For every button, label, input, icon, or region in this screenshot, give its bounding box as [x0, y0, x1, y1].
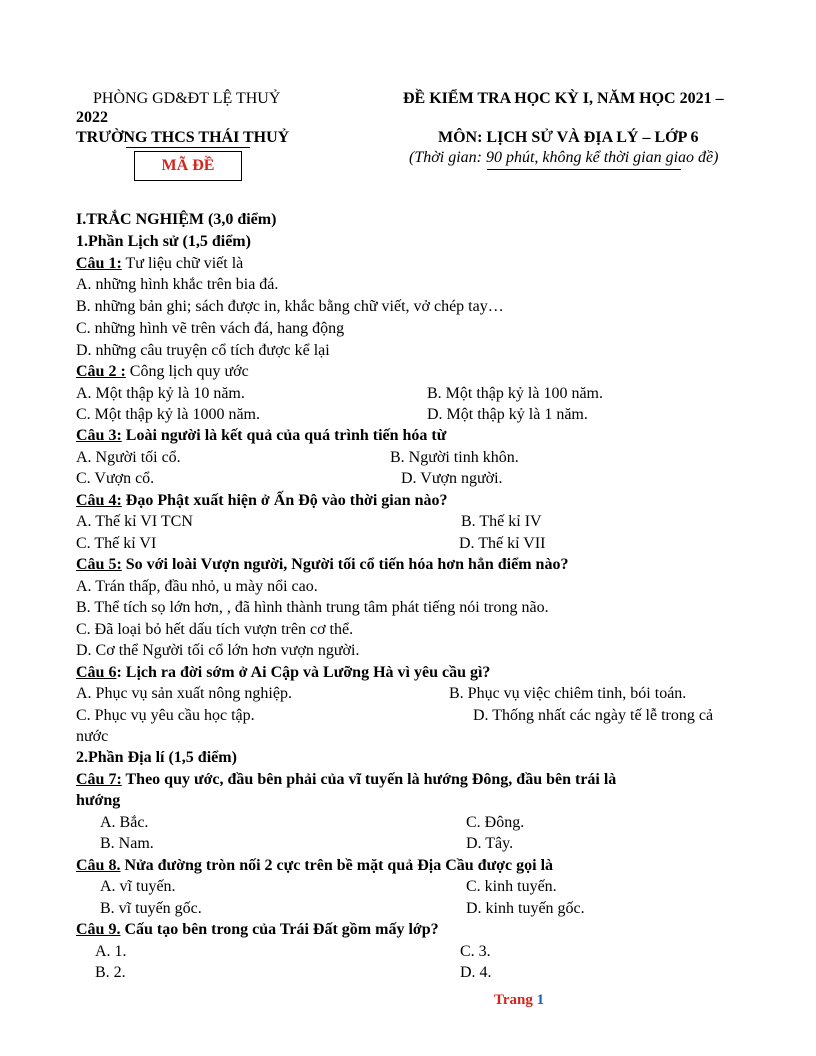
school-underline	[126, 147, 250, 148]
question-5-option-c: C. Đã loại bỏ hết dấu tích vượn trên cơ thể.	[76, 621, 354, 638]
question-4-option-a: A. Thế kỉ VI TCN	[76, 513, 193, 530]
question-4-text: Đạo Phật xuất hiện ở Ấn Độ vào thời gian nào?	[121, 492, 448, 509]
question-9-label: Câu 9.	[76, 921, 121, 938]
question-7-option-b: B. Nam.	[100, 835, 154, 852]
question-2-option-c: C. Một thập kỷ là 1000 năm.	[76, 406, 260, 423]
question-9-text: Cấu tạo bên trong của Trái Đất gồm mấy lớp?	[120, 921, 439, 938]
question-3-label: Câu 3:	[76, 427, 122, 444]
question-8-option-d: D. kinh tuyến gốc.	[466, 900, 585, 917]
question-9-option-b: B. 2.	[95, 964, 126, 981]
question-7-label: Câu 7:	[76, 771, 122, 788]
question-5	[76, 556, 568, 574]
question-7-text: Theo quy ước, đầu bên phải của vĩ tuyến là hướng Đông, đầu bên trái là	[121, 771, 617, 788]
question-6-option-a: A. Phục vụ sản xuất nông nghiệp.	[76, 685, 292, 702]
question-1-option-a: A. những hình khắc trên bia đá.	[76, 276, 279, 293]
question-7-option-d: D. Tây.	[466, 835, 514, 852]
question-2-option-b: B. Một thập kỷ là 100 năm.	[427, 385, 603, 402]
time-note-underline	[487, 169, 681, 170]
part1-title: 1.Phần Lịch sử (1,5 điểm)	[76, 233, 251, 250]
page-number: 1	[536, 992, 545, 1008]
school-name: TRƯỜNG THCS THÁI THUỶ	[76, 129, 290, 146]
question-5-option-d: D. Cơ thể Người tối cổ lớn hơn vượn người.	[76, 642, 360, 659]
question-5-option-a: A. Trán thấp, đầu nhỏ, u mày nổi cao.	[76, 578, 318, 595]
page-footer	[494, 991, 544, 1009]
department-name: PHÒNG GD&ĐT LỆ THUỶ	[93, 90, 281, 107]
question-8-option-a: A. vĩ tuyến.	[100, 878, 176, 895]
section-title: I.TRẮC NGHIỆM (3,0 điểm)	[76, 211, 277, 228]
question-3-option-d: D. Vượn người.	[401, 470, 503, 487]
question-3-option-a: A. Người tối cổ.	[76, 449, 181, 466]
question-7-text-tail: hướng	[76, 792, 121, 809]
question-7-option-a: A. Bắc.	[100, 814, 149, 831]
question-1	[76, 255, 243, 273]
question-4-option-b: B. Thế kỉ IV	[461, 513, 542, 530]
question-2-label: Câu 2 :	[76, 363, 126, 380]
question-5-label: Câu 5:	[76, 556, 122, 573]
question-1-option-d: D. những câu truyện cổ tích được kể lại	[76, 342, 330, 359]
question-4-option-c: C. Thế kỉ VI	[76, 535, 157, 552]
question-3-option-c: C. Vượn cổ.	[76, 470, 155, 487]
question-1-option-b: B. những bản ghi; sách được in, khắc bằng chữ viết, vở chép tay…	[76, 298, 504, 315]
question-5-option-b: B. Thể tích sọ lớn hơn, , đã hình thành trung tâm phát tiếng nói trong não.	[76, 599, 549, 616]
question-7-option-c: C. Đông.	[466, 814, 525, 831]
question-6	[76, 664, 490, 682]
question-3-text: Loài người là kết quả của quá trình tiến hóa từ	[121, 427, 447, 444]
question-8-text: Nửa đường tròn nối 2 cực trên bề mặt quả Địa Cầu được gọi là	[120, 857, 554, 874]
page-word: Trang	[494, 992, 533, 1008]
question-6-label: Câu 6	[76, 664, 117, 681]
question-8-option-b: B. vĩ tuyến gốc.	[100, 900, 202, 917]
question-1-text: Tư liệu chữ viết là	[121, 255, 244, 272]
question-9	[76, 921, 439, 939]
question-6-option-d: D. Thống nhất các ngày tế lễ trong cả	[473, 707, 714, 724]
exam-year-tail: 2022	[76, 109, 108, 126]
question-4	[76, 492, 448, 510]
question-3	[76, 427, 446, 445]
question-8	[76, 857, 553, 875]
exam-code-box: MÃ ĐỀ	[134, 151, 242, 181]
time-note: (Thời gian: 90 phút, không kể thời gian giao đề)	[409, 149, 719, 166]
part2-title: 2.Phần Địa lí (1,5 điểm)	[76, 749, 237, 766]
question-9-option-d: D. 4.	[460, 964, 492, 981]
question-5-text: So với loài Vượn người, Người tối cổ tiến hóa hơn hẳn điểm nào?	[121, 556, 569, 573]
question-1-label: Câu 1:	[76, 255, 122, 272]
question-9-option-a: A. 1.	[95, 943, 127, 960]
question-6-text: : Lịch ra đời sớm ở Ai Cập và Lưỡng Hà vì yêu cầu gì?	[116, 664, 491, 681]
question-6-option-d-tail: nước	[76, 728, 109, 745]
question-8-label: Câu 8.	[76, 857, 121, 874]
question-2-text: Công lịch quy ước	[125, 363, 249, 380]
subject-line: MÔN: LỊCH SỬ VÀ ĐỊA LÝ – LỚP 6	[438, 129, 699, 146]
question-4-label: Câu 4:	[76, 492, 122, 509]
question-9-option-c: C. 3.	[460, 943, 491, 960]
question-4-option-d: D. Thế kỉ VII	[459, 535, 546, 552]
question-7	[76, 771, 616, 789]
question-2	[76, 363, 249, 381]
question-8-option-c: C. kinh tuyến.	[466, 878, 557, 895]
question-3-option-b: B. Người tinh khôn.	[390, 449, 519, 466]
question-6-option-b: B. Phục vụ việc chiêm tinh, bói toán.	[449, 685, 687, 702]
question-2-option-a: A. Một thập kỷ là 10 năm.	[76, 385, 245, 402]
question-2-option-d: D. Một thập kỷ là 1 năm.	[427, 406, 588, 423]
exam-title: ĐỀ KIỂM TRA HỌC KỲ I, NĂM HỌC 2021 –	[403, 90, 724, 107]
question-1-option-c: C. những hình vẽ trên vách đá, hang động	[76, 320, 345, 337]
question-6-option-c: C. Phục vụ yêu cầu học tập.	[76, 707, 255, 724]
